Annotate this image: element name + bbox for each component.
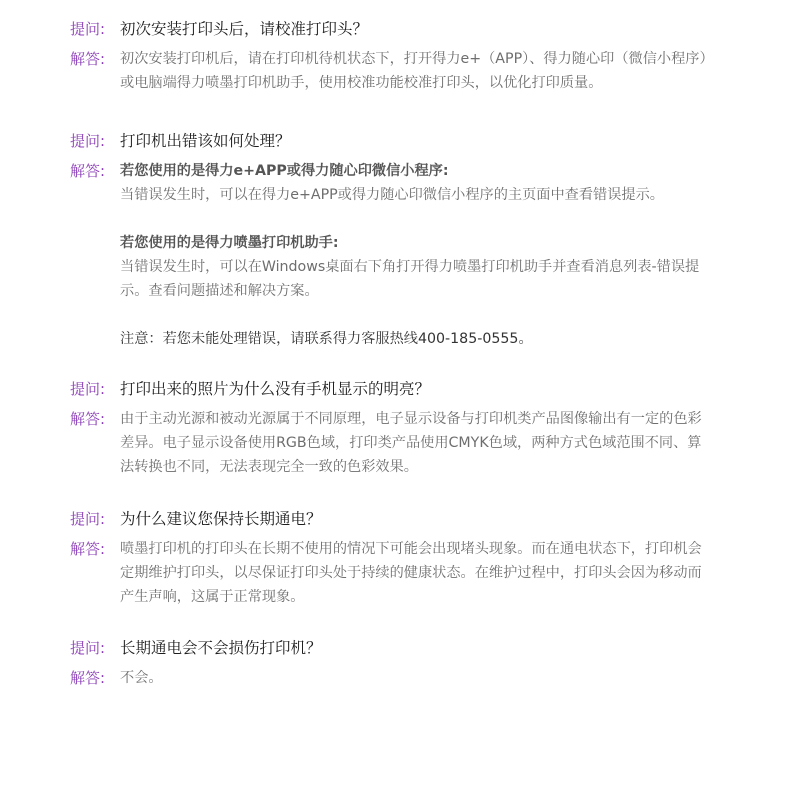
answer-label: 解答: — [70, 540, 106, 558]
answer-note: 注意：若您未能处理错误，请联系得力客服热线400-185-0555。 — [120, 331, 533, 347]
faq-item — [70, 129, 720, 351]
question-label: 提问: — [70, 132, 106, 150]
question-text: 初次安装打印头后，请校准打印头？ — [120, 20, 369, 38]
answer-text: 初次安装打印机后，请在打印机待机状态下，打开得力e+（APP）、得力随心印（微信小程序）或电脑端得力喷墨打印机助手，使用校准功能校准打印头，以优化打印质量。 — [120, 51, 714, 91]
question-row — [70, 377, 720, 401]
answer-text: 由于主动光源和被动光源属于不同原理，电子显示设备与打印机类产品图像输出有一定的色彩差异。电子显示设备使用RGB色域，打印类产品使用CMYK色域，两种方式色域范围不同、算法转换也不同，无法表现完全一致的色彩效果。 — [120, 411, 702, 475]
answer-label: 解答: — [70, 669, 106, 687]
faq-item — [70, 507, 720, 609]
question-row — [70, 17, 720, 41]
faq-item — [70, 377, 720, 479]
question-row — [70, 129, 720, 153]
answer-section-title: 若您使用的是得力e+APP或得力随心印微信小程序: — [120, 163, 449, 179]
answer-row — [70, 407, 720, 479]
answer-row — [70, 666, 720, 690]
answer-text: 不会。 — [120, 670, 163, 686]
question-label: 提问: — [70, 380, 106, 398]
answer-row — [70, 47, 720, 95]
question-text: 打印机出错该如何处理？ — [120, 132, 291, 150]
question-label: 提问: — [70, 639, 106, 657]
question-row — [70, 636, 720, 660]
answer-label: 解答: — [70, 410, 106, 428]
answer-label: 解答: — [70, 162, 106, 180]
answer-label: 解答: — [70, 50, 106, 68]
question-text: 长期通电会不会损伤打印机？ — [120, 639, 322, 657]
question-label: 提问: — [70, 510, 106, 528]
answer-section-text: 当错误发生时，可以在得力e+APP或得力随心印微信小程序的主页面中查看错误提示。 — [120, 187, 664, 203]
answer-section-text: 当错误发生时，可以在Windows桌面右下角打开得力喷墨打印机助手并查看消息列表-错误提示。查看问题描述和解决方案。 — [120, 259, 700, 299]
answer-section-title: 若您使用的是得力喷墨打印机助手: — [120, 235, 339, 251]
faq-item — [70, 17, 720, 95]
answer-text: 喷墨打印机的打印头在长期不使用的情况下可能会出现堵头现象。而在通电状态下，打印机会定期维护打印头，以尽保证打印头处于持续的健康状态。在维护过程中，打印头会因为移动而产生声响，这属于正常现象。 — [120, 541, 702, 605]
answer-row — [70, 159, 720, 351]
question-text: 为什么建议您保持长期通电？ — [120, 510, 322, 528]
answer-body — [120, 159, 715, 351]
question-row — [70, 507, 720, 531]
faq-item — [70, 636, 720, 690]
question-text: 打印出来的照片为什么没有手机显示的明亮？ — [120, 380, 431, 398]
answer-row — [70, 537, 720, 609]
question-label: 提问: — [70, 20, 106, 38]
